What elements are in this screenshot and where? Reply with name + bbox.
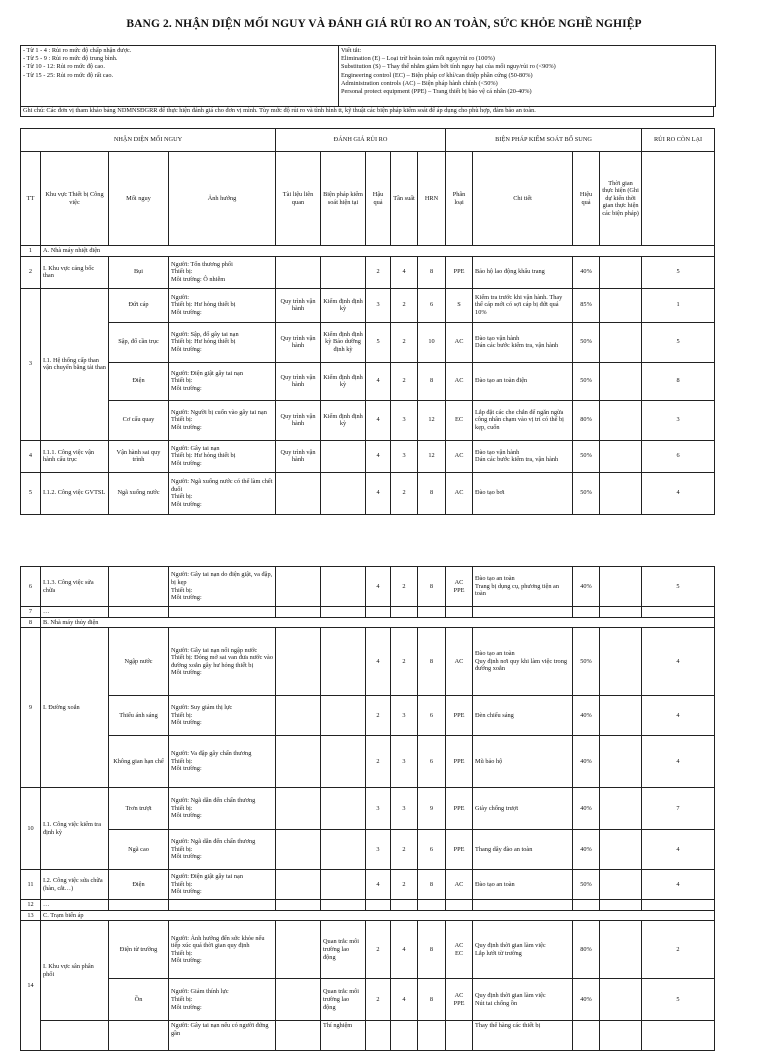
cell-docs bbox=[276, 979, 321, 1021]
cell-impact: Người: Va đập gây chấn thương Thiết bị: Môi trường: bbox=[169, 736, 276, 788]
cell-hazard: Sập, đổ cần trục bbox=[109, 322, 169, 362]
cell-docs bbox=[276, 628, 321, 696]
cell-frequency: 2 bbox=[391, 628, 418, 696]
cell-detail: Lắp đặt các che chắn để ngăn ngừa công nhân chạm vào vị trí có thể bị kẹp, cuốn bbox=[473, 400, 573, 440]
cell-effect: 50% bbox=[573, 322, 600, 362]
cell-tt: 4 bbox=[21, 440, 41, 472]
legend-line: Engineering control (EC) – Biện pháp cơ khí/can thiệp phần cứng (50-80%) bbox=[341, 71, 533, 79]
cell-docs: Quy trình vận hành bbox=[276, 288, 321, 322]
header-area: Khu vực Thiết bị Công việc bbox=[41, 152, 109, 246]
cell-existing: Kiểm định định kỳ bbox=[321, 362, 366, 400]
cell-hazard: Cơ cấu quay bbox=[109, 400, 169, 440]
cell-effect: 50% bbox=[573, 628, 600, 696]
table-row bbox=[21, 979, 715, 1021]
cell-time bbox=[600, 288, 642, 322]
cell-hazard: Vận hành sai quy trình bbox=[109, 440, 169, 472]
cell-class: AC bbox=[446, 472, 473, 514]
cell-severity: 3 bbox=[366, 788, 391, 830]
cell-docs bbox=[276, 696, 321, 736]
cell-detail: Đèn chiếu sáng bbox=[473, 696, 573, 736]
cell-impact: Người: Ngã dẫn đến chấn thương Thiết bị: Môi trường: bbox=[169, 830, 276, 870]
cell-tt: 6 bbox=[21, 567, 41, 607]
cell-impact: Người: Gây tai nạn Thiết bị: Hư hỏng thiết bị Môi trường: bbox=[169, 440, 276, 472]
cell-existing: Quan trắc môi trường lao động bbox=[321, 979, 366, 1021]
cell-detail: Thay thế hàng các thiết bị bbox=[473, 1021, 573, 1051]
cell-time bbox=[600, 400, 642, 440]
section-title: C. Trạm biến áp bbox=[41, 910, 715, 921]
cell-hrn: 8 bbox=[418, 567, 446, 607]
cell-effect: 40% bbox=[573, 788, 600, 830]
legend-line: Personal protect equipment (PPE) – Trang thiết bị bảo vệ cá nhân (20-40%) bbox=[341, 88, 532, 96]
cell-effect: 50% bbox=[573, 362, 600, 400]
cell-time bbox=[600, 696, 642, 736]
cell-impact: Người: Ngã xuống nước có thể làm chết đuối Thiết bị: Môi trường: bbox=[169, 472, 276, 514]
cell-existing bbox=[321, 440, 366, 472]
cell-time bbox=[600, 362, 642, 400]
cell-frequency: 4 bbox=[391, 979, 418, 1021]
table-row bbox=[21, 607, 715, 618]
cell-frequency: 2 bbox=[391, 472, 418, 514]
table-row bbox=[21, 440, 715, 472]
cell-hazard: Trơn trượt bbox=[109, 788, 169, 830]
cell-docs bbox=[276, 1021, 321, 1051]
cell-time bbox=[600, 628, 642, 696]
page-title: BANG 2. NHẬN DIỆN MỐI NGUY VÀ ĐÁNH GIÁ RỦI RO AN TOÀN, SỨC KHỎE NGHỀ NGHIỆP bbox=[126, 18, 642, 30]
cell-severity: 4 bbox=[366, 567, 391, 607]
cell-time bbox=[600, 870, 642, 900]
cell-docs bbox=[276, 870, 321, 900]
cell-docs: Quy trình vận hành bbox=[276, 362, 321, 400]
cell-hazard bbox=[109, 1021, 169, 1051]
risk-table-part-2 bbox=[20, 566, 715, 1051]
cell-severity: 4 bbox=[366, 440, 391, 472]
cell-existing bbox=[321, 567, 366, 607]
cell-hrn: 6 bbox=[418, 696, 446, 736]
cell-docs bbox=[276, 736, 321, 788]
cell-severity: 4 bbox=[366, 870, 391, 900]
cell-residual: 5 bbox=[642, 567, 715, 607]
cell-hrn: 8 bbox=[418, 256, 446, 288]
cell-residual: 2 bbox=[642, 921, 715, 979]
header-frequency: Tần suất bbox=[391, 152, 418, 246]
cell-detail: Mũ bảo hộ bbox=[473, 736, 573, 788]
cell-impact: Người: Sập, đổ gây tai nạn Thiết bị: Hư hỏng thiết bị Môi trường: bbox=[169, 322, 276, 362]
cell-detail: Kiểm tra trước khi vận hành. Thay thế cáp mới có sợi cáp bị đứt quá 10% bbox=[473, 288, 573, 322]
header-docs: Tài liệu liên quan bbox=[276, 152, 321, 246]
cell-detail: Đào tạo an toàn điện bbox=[473, 362, 573, 400]
cell-tt: 12 bbox=[21, 900, 41, 911]
cell-time bbox=[600, 830, 642, 870]
header-effect: Hiệu quả bbox=[573, 152, 600, 246]
cell-tt: 3 bbox=[21, 288, 41, 440]
header-existing: Biện pháp kiểm soát hiện tại bbox=[321, 152, 366, 246]
cell-time bbox=[600, 440, 642, 472]
cell-class: PPE bbox=[446, 256, 473, 288]
section-tt: 13 bbox=[21, 910, 41, 921]
cell-class: AC bbox=[446, 870, 473, 900]
cell-severity: 2 bbox=[366, 696, 391, 736]
cell-effect: 80% bbox=[573, 400, 600, 440]
risk-table-part-1 bbox=[20, 128, 715, 515]
cell-hrn: 8 bbox=[418, 979, 446, 1021]
cell-class: AC PPE bbox=[446, 979, 473, 1021]
cell-time bbox=[600, 736, 642, 788]
cell-docs: Quy trình vận hành bbox=[276, 322, 321, 362]
cell-existing: Quan trắc môi trường lao động bbox=[321, 921, 366, 979]
cell-hrn: 8 bbox=[418, 870, 446, 900]
cell-detail: Đào tạo an toàn Quy định nơi quy khi làm việc trong đường xoắn bbox=[473, 628, 573, 696]
table-row bbox=[21, 870, 715, 900]
abbreviation-legend bbox=[339, 46, 715, 106]
cell-existing: Kiểm định định kỳ bbox=[321, 400, 366, 440]
cell-residual: 4 bbox=[642, 736, 715, 788]
table-row bbox=[21, 628, 715, 696]
cell-docs bbox=[276, 921, 321, 979]
cell-detail: Đào tạo an toàn Trang bị dụng cụ, phương tiện an toàn bbox=[473, 567, 573, 607]
table-row bbox=[21, 736, 715, 788]
cell-frequency: 3 bbox=[391, 440, 418, 472]
legend-line: Substitution (S) – Thay thế nhằm giảm bớt tính nguy hại của mối nguy/rủi ro (<90%) bbox=[341, 63, 556, 71]
cell-tt: 9 bbox=[21, 628, 41, 788]
cell-hrn: 6 bbox=[418, 736, 446, 788]
cell-residual: 7 bbox=[642, 788, 715, 830]
section-tt: 1 bbox=[21, 246, 41, 257]
cell-hrn: 8 bbox=[418, 921, 446, 979]
cell-severity: 2 bbox=[366, 736, 391, 788]
cell-class: PPE bbox=[446, 696, 473, 736]
cell-time bbox=[600, 979, 642, 1021]
table-row bbox=[21, 288, 715, 322]
cell-hazard: Ngã cao bbox=[109, 830, 169, 870]
header-impact: Ảnh hưởng bbox=[169, 152, 276, 246]
cell-existing bbox=[321, 830, 366, 870]
cell-tt: 2 bbox=[21, 256, 41, 288]
table-row bbox=[21, 400, 715, 440]
cell-effect: 40% bbox=[573, 736, 600, 788]
cell-hazard: Điện bbox=[109, 870, 169, 900]
cell-hrn: 10 bbox=[418, 322, 446, 362]
cell-class: PPE bbox=[446, 830, 473, 870]
cell-impact: Người: Giảm thính lực Thiết bị: Môi trường: bbox=[169, 979, 276, 1021]
cell-effect: 50% bbox=[573, 870, 600, 900]
cell-area: I.1.2. Công việc GVTSL bbox=[41, 472, 109, 514]
cell-area: I.1.3. Công việc sửa chữa bbox=[41, 567, 109, 607]
cell-detail: Đào tạo vận hành Dán các bước kiểm tra, vận hành bbox=[473, 440, 573, 472]
legend-line: Viết tắt: bbox=[341, 47, 362, 54]
cell-effect: 40% bbox=[573, 696, 600, 736]
cell-impact: Người: Gây tai nạn nổi ngập nước Thiết bị: Đóng mở sai van đưa nước vào đường xoắn gây hư hỏng thiết bị Môi trường: bbox=[169, 628, 276, 696]
legend-line: Elimination (E) – Loại trừ hoàn toàn mối nguy/rủi ro (100%) bbox=[341, 55, 495, 63]
cell-time bbox=[600, 472, 642, 514]
legend-line: Administration controls (AC) – Biện pháp hành chính (<50%) bbox=[341, 79, 498, 87]
cell-class: EC bbox=[446, 400, 473, 440]
cell-residual: 5 bbox=[642, 322, 715, 362]
legend-line: - Từ 5 - 9 : Rủi ro mức độ trung bình. bbox=[23, 55, 118, 63]
cell-hrn: 8 bbox=[418, 362, 446, 400]
cell-class bbox=[446, 1021, 473, 1051]
cell-class: AC PPE bbox=[446, 567, 473, 607]
table-row bbox=[21, 921, 715, 979]
cell-tt: 14 bbox=[21, 921, 41, 1051]
cell-frequency: 3 bbox=[391, 788, 418, 830]
table-row bbox=[21, 567, 715, 607]
header-risk-group: ĐÁNH GIÁ RỦI RO bbox=[276, 129, 446, 152]
cell-impact: Người: Người bị cuốn vào gây tai nạn Thiết bị: Môi trường: bbox=[169, 400, 276, 440]
cell-area: … bbox=[41, 607, 109, 618]
cell-impact: Người: Ảnh hưởng đến sức khỏe nếu tiếp xúc quá thời gian quy định Thiết bị: Môi trường: bbox=[169, 921, 276, 979]
cell-class: AC bbox=[446, 322, 473, 362]
cell-hazard: Bụi bbox=[109, 256, 169, 288]
cell-time bbox=[600, 1021, 642, 1051]
cell-frequency: 4 bbox=[391, 921, 418, 979]
cell-detail: Quy định thời gian làm việc Lắp lưới từ trường bbox=[473, 921, 573, 979]
cell-severity: 3 bbox=[366, 288, 391, 322]
cell-time bbox=[600, 921, 642, 979]
cell-tt: 7 bbox=[21, 607, 41, 618]
cell-severity: 3 bbox=[366, 830, 391, 870]
header-severity: Hậu quả bbox=[366, 152, 391, 246]
header-detail: Chi tiết bbox=[473, 152, 573, 246]
header-hrn: HRN bbox=[418, 152, 446, 246]
cell-detail: Quy định thời gian làm việc Nút tai chống ồn bbox=[473, 979, 573, 1021]
cell-impact: Người: Gây tai nạn nếu có người đứng gần bbox=[169, 1021, 276, 1051]
legend-box bbox=[20, 45, 716, 107]
cell-impact: Người: Ngã dẫn đến chấn thương Thiết bị: Môi trường: bbox=[169, 788, 276, 830]
cell-hazard: Ngã xuống nước bbox=[109, 472, 169, 514]
section-tt: 8 bbox=[21, 617, 41, 628]
cell-impact: Người: Gây tai nạn do điện giật, va đập, bị kẹp Thiết bị: Môi trường: bbox=[169, 567, 276, 607]
cell-hrn: 8 bbox=[418, 628, 446, 696]
cell-hazard: Điện từ trường bbox=[109, 921, 169, 979]
cell-hazard: Điện bbox=[109, 362, 169, 400]
cell-time bbox=[600, 567, 642, 607]
cell-docs bbox=[276, 830, 321, 870]
cell-frequency: 2 bbox=[391, 322, 418, 362]
cell-existing bbox=[321, 870, 366, 900]
cell-severity: 2 bbox=[366, 979, 391, 1021]
cell-existing: Kiểm định định kỳ bbox=[321, 288, 366, 322]
cell-hrn: 9 bbox=[418, 788, 446, 830]
cell-frequency bbox=[391, 1021, 418, 1051]
cell-time bbox=[600, 788, 642, 830]
cell-hrn: 8 bbox=[418, 472, 446, 514]
cell-hrn: 12 bbox=[418, 440, 446, 472]
cell-detail: Đào tạo bơi bbox=[473, 472, 573, 514]
table-row bbox=[21, 1021, 715, 1051]
cell-frequency: 2 bbox=[391, 288, 418, 322]
cell-tt: 11 bbox=[21, 870, 41, 900]
cell-residual bbox=[642, 1021, 715, 1051]
cell-detail: Đào tạo an toàn bbox=[473, 870, 573, 900]
cell-residual: 8 bbox=[642, 362, 715, 400]
cell-area: … bbox=[41, 900, 109, 911]
header-control-group: BIỆN PHÁP KIỂM SOÁT BỔ SUNG bbox=[446, 129, 642, 152]
cell-severity: 2 bbox=[366, 921, 391, 979]
cell-docs: Quy trình vận hành bbox=[276, 440, 321, 472]
cell-frequency: 2 bbox=[391, 362, 418, 400]
cell-severity bbox=[366, 1021, 391, 1051]
cell-area: I.1.1. Công việc vận hành cẩu trục bbox=[41, 440, 109, 472]
cell-frequency: 2 bbox=[391, 870, 418, 900]
legend-line: - Từ 1 - 4 : Rủi ro mức độ chấp nhận được. bbox=[23, 47, 132, 54]
cell-hazard: Thiếu ánh sáng bbox=[109, 696, 169, 736]
cell-detail: Giày chống trượt bbox=[473, 788, 573, 830]
cell-severity: 4 bbox=[366, 472, 391, 514]
table-row bbox=[21, 788, 715, 830]
cell-frequency: 3 bbox=[391, 400, 418, 440]
table-row bbox=[21, 900, 715, 911]
cell-effect: 50% bbox=[573, 472, 600, 514]
cell-area: I. Khu vực cảng bốc than bbox=[41, 256, 109, 288]
table-row bbox=[21, 256, 715, 288]
cell-time bbox=[600, 322, 642, 362]
cell-docs bbox=[276, 567, 321, 607]
cell-severity: 2 bbox=[366, 256, 391, 288]
cell-hrn bbox=[418, 1021, 446, 1051]
cell-impact: Người: Tổn thương phổi Thiết bị: Môi trường: Ô nhiễm bbox=[169, 256, 276, 288]
header-class: Phân loại bbox=[446, 152, 473, 246]
table-row bbox=[21, 322, 715, 362]
cell-hrn: 6 bbox=[418, 288, 446, 322]
risk-level-legend bbox=[21, 46, 339, 106]
cell-frequency: 4 bbox=[391, 256, 418, 288]
cell-severity: 4 bbox=[366, 628, 391, 696]
table-row bbox=[21, 830, 715, 870]
cell-severity: 5 bbox=[366, 322, 391, 362]
cell-residual: 4 bbox=[642, 696, 715, 736]
cell-hazard bbox=[109, 567, 169, 607]
cell-detail: Đào tạo vận hành Dán các bước kiểm tra, vận hành bbox=[473, 322, 573, 362]
cell-docs: Quy trình vận hành bbox=[276, 400, 321, 440]
section-title: A. Nhà máy nhiệt điện bbox=[41, 246, 715, 257]
header-residual-group: RỦI RO CÒN LẠI bbox=[642, 129, 715, 152]
cell-area: I.2. Công việc sửa chữa (hàn, cắt…) bbox=[41, 870, 109, 900]
cell-effect: 40% bbox=[573, 256, 600, 288]
cell-docs bbox=[276, 472, 321, 514]
cell-area: I. Đường xoắn bbox=[41, 628, 109, 788]
cell-class: AC EC bbox=[446, 921, 473, 979]
cell-residual: 4 bbox=[642, 830, 715, 870]
cell-hrn: 6 bbox=[418, 830, 446, 870]
cell-hrn: 12 bbox=[418, 400, 446, 440]
cell-hazard: Không gian hạn chế bbox=[109, 736, 169, 788]
cell-docs bbox=[276, 788, 321, 830]
cell-class: AC bbox=[446, 362, 473, 400]
header-hazard: Mối nguy bbox=[109, 152, 169, 246]
cell-residual: 4 bbox=[642, 628, 715, 696]
cell-residual: 1 bbox=[642, 288, 715, 322]
cell-existing bbox=[321, 472, 366, 514]
cell-residual: 4 bbox=[642, 472, 715, 514]
cell-impact: Người: Điện giật gây tai nạn Thiết bị: Môi trường: bbox=[169, 362, 276, 400]
cell-tt: 5 bbox=[21, 472, 41, 514]
cell-frequency: 2 bbox=[391, 830, 418, 870]
table-row bbox=[21, 696, 715, 736]
cell-tt: 10 bbox=[21, 788, 41, 870]
cell-existing bbox=[321, 736, 366, 788]
cell-class: PPE bbox=[446, 736, 473, 788]
cell-detail: Thang dây đào an toàn bbox=[473, 830, 573, 870]
cell-impact: Người: Điện giật gây tai nạn Thiết bị: Môi trường: bbox=[169, 870, 276, 900]
cell-area: I.1. Công việc kiểm tra định kỳ bbox=[41, 788, 109, 870]
cell-effect: 40% bbox=[573, 567, 600, 607]
cell-effect: 40% bbox=[573, 830, 600, 870]
cell-hazard: Ồn bbox=[109, 979, 169, 1021]
cell-detail: Bảo hộ lao động khẩu trang bbox=[473, 256, 573, 288]
cell-area: I.1. Hệ thống cấp than vận chuyển băng tải than bbox=[41, 288, 109, 440]
cell-existing bbox=[321, 696, 366, 736]
cell-frequency: 2 bbox=[391, 567, 418, 607]
cell-residual: 6 bbox=[642, 440, 715, 472]
legend-line: - Từ 10 - 12: Rủi ro mức độ cao. bbox=[23, 63, 105, 71]
cell-class: PPE bbox=[446, 788, 473, 830]
cell-effect: 85% bbox=[573, 288, 600, 322]
header-hazard-group: NHẬN DIỆN MỐI NGUY bbox=[21, 129, 276, 152]
cell-severity: 4 bbox=[366, 400, 391, 440]
cell-frequency: 3 bbox=[391, 736, 418, 788]
header-time: Thời gian thực hiện (Ghi dự kiến thời gian thực hiện các biện pháp) bbox=[600, 152, 642, 246]
cell-class: S bbox=[446, 288, 473, 322]
cell-hazard: Đứt cáp bbox=[109, 288, 169, 322]
cell-existing bbox=[321, 256, 366, 288]
header-tt: TT bbox=[21, 152, 41, 246]
cell-area: I. Khu vực sân phân phối bbox=[41, 921, 109, 1021]
cell-hazard: Ngập nước bbox=[109, 628, 169, 696]
cell-time bbox=[600, 256, 642, 288]
cell-existing: Thí nghiệm bbox=[321, 1021, 366, 1051]
cell-class: AC bbox=[446, 440, 473, 472]
cell-impact: Người: Thiết bị: Hư hỏng thiết bị Môi trường: bbox=[169, 288, 276, 322]
cell-docs bbox=[276, 256, 321, 288]
cell-effect: 80% bbox=[573, 921, 600, 979]
cell-residual: 3 bbox=[642, 400, 715, 440]
cell-class: AC bbox=[446, 628, 473, 696]
cell-residual: 5 bbox=[642, 256, 715, 288]
table-row bbox=[21, 472, 715, 514]
cell-residual: 4 bbox=[642, 870, 715, 900]
note-line: Ghi chú: Các đơn vị tham khảo bảng NDMNSĐGRR để thực hiện đánh giá cho đơn vị mình. Tùy mức độ rủi ro và tình hình tt, kỹ thuật các biện pháp kiểm soát để áp dụng cho phù hợp, đảm bảo an toàn. bbox=[20, 106, 714, 117]
cell-frequency: 3 bbox=[391, 696, 418, 736]
cell-effect: 40% bbox=[573, 979, 600, 1021]
cell-existing bbox=[321, 788, 366, 830]
header-residual bbox=[642, 152, 715, 246]
cell-impact: Người: Suy giảm thị lực Thiết bị: Môi trường: bbox=[169, 696, 276, 736]
cell-severity: 4 bbox=[366, 362, 391, 400]
table-row bbox=[21, 362, 715, 400]
cell-residual: 5 bbox=[642, 979, 715, 1021]
cell-effect bbox=[573, 1021, 600, 1051]
cell-effect: 50% bbox=[573, 440, 600, 472]
cell-area bbox=[41, 1021, 109, 1051]
section-title: B. Nhà máy thủy điện bbox=[41, 617, 715, 628]
cell-existing: Kiểm định định kỳ Bảo dưỡng định kỳ bbox=[321, 322, 366, 362]
legend-line: - Từ 15 - 25: Rủi ro mức độ rất cao. bbox=[23, 71, 114, 79]
cell-existing bbox=[321, 628, 366, 696]
